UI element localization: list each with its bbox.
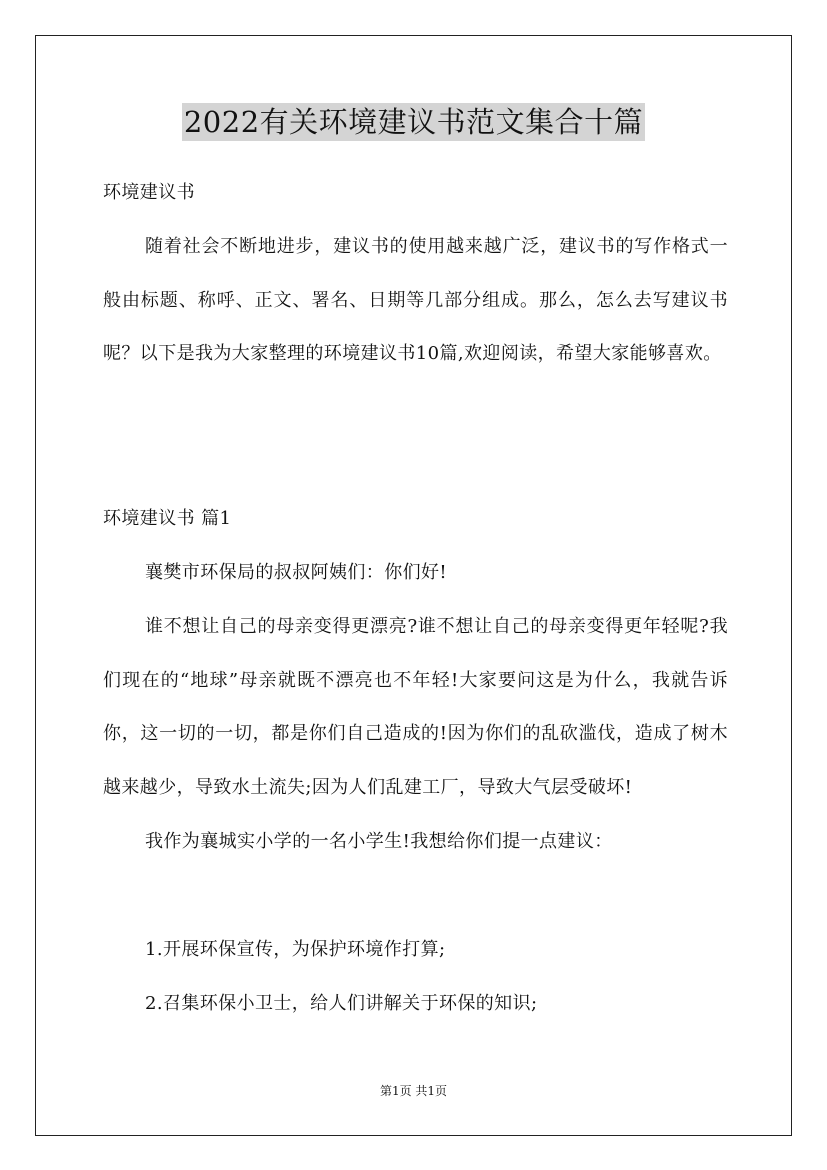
greeting-line: 襄樊市环保局的叔叔阿姨们：你们好! [145,562,448,583]
body-paragraph: 谁不想让自己的母亲变得更漂亮?谁不想让自己的母亲变得更年轻呢?我们现在的“地球”母亲就既不漂亮也不年轻!大家要问这是为什么，我就告诉你，这一切的一切，都是你们自己造成的!因为你们的乱砍滥伐，造成了树木越来越少，导致水土流失;因为人们乱建工厂，导致大气层受破坏! [103,616,728,798]
page-footer: 第1页 共1页 [379,1084,448,1098]
title-container [0,103,827,141]
intro-heading: 环境建议书 [103,182,195,203]
document-title: 2022有关环境建议书范文集合十篇 [183,105,644,139]
intro-paragraph: 随着社会不断地进步，建议书的使用越来越广泛，建议书的写作格式一般由标题、称呼、正文、署名、日期等几部分组成。那么，怎么去写建议书呢？以下是我为大家整理的环境建议书10篇,欢迎阅读，希望大家能够喜欢。 [103,236,728,364]
suggestion-item-2: 2.召集环保小卫士，给人们讲解关于环保的知识; [145,993,538,1014]
suggestion-intro: 我作为襄城实小学的一名小学生!我想给你们提一点建议： [145,831,613,852]
section-heading: 环境建议书 篇1 [103,508,232,529]
suggestion-item-1: 1.开展环保宣传，为保护环境作打算; [145,939,446,960]
